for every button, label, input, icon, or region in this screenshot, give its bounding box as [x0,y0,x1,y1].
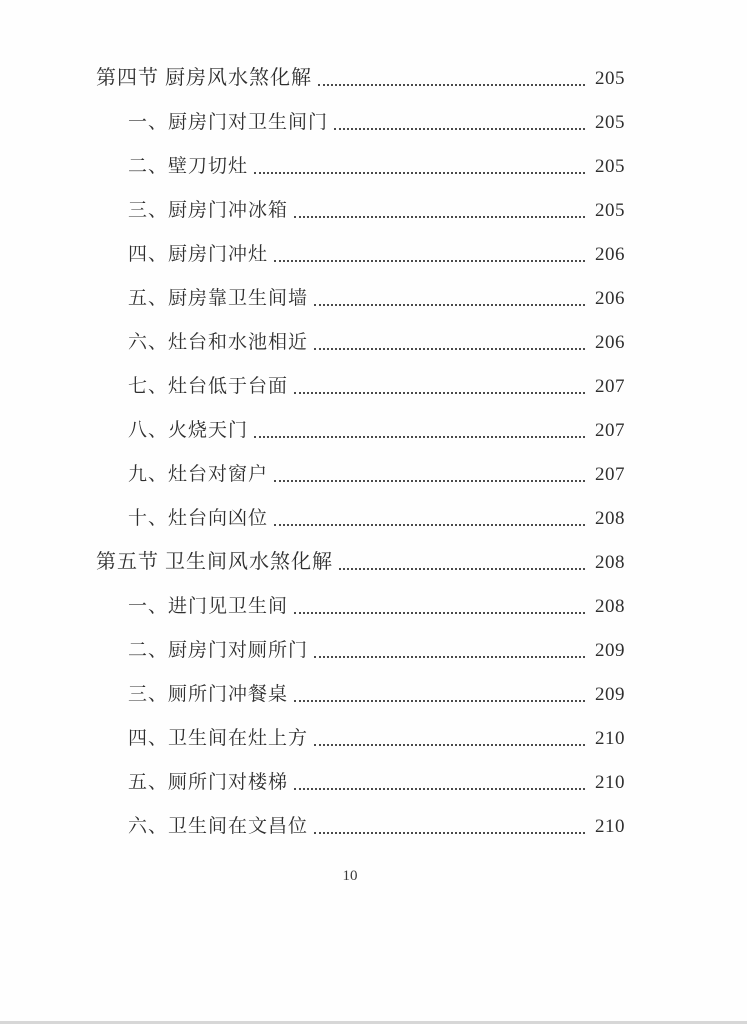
toc-entry-label: 九、灶台对窗户 [128,464,269,485]
dot-leader [318,84,585,86]
toc-entry [0,56,747,100]
toc-entry [0,188,747,232]
toc-entry-page: 207 [595,376,625,397]
dot-leader [274,260,585,262]
toc-entry-page: 210 [595,816,625,837]
toc-entry [0,804,747,848]
toc-entry [0,144,747,188]
toc-entry [0,276,747,320]
toc-entry [0,672,747,716]
toc-entry-page: 206 [595,244,625,265]
toc-entry [0,540,747,584]
toc-entry [0,408,747,452]
toc-entry-page: 207 [595,464,625,485]
dot-leader [294,700,585,702]
dot-leader [294,788,585,790]
toc-entry-label: 第五节 卫生间风水煞化解 [96,551,333,573]
toc-entry-label: 四、卫生间在灶上方 [128,728,309,749]
toc-entry-label: 五、厕所门对楼梯 [128,772,289,793]
toc-entry-page: 205 [595,112,625,133]
dot-leader [339,568,585,570]
dot-leader [274,480,585,482]
toc-entry-page: 205 [595,200,625,221]
toc-entry-label: 六、卫生间在文昌位 [128,816,309,837]
toc-entry-page: 208 [595,596,625,617]
toc-entry-label: 八、火烧天门 [128,420,249,441]
toc-entry [0,452,747,496]
toc-entry-label: 四、厨房门冲灶 [128,244,269,265]
page-number: 10 [342,868,358,884]
toc-entry-page: 205 [595,68,625,89]
toc-entry-label: 一、厨房门对卫生间门 [128,112,329,133]
toc-entry [0,760,747,804]
toc-entry-page: 206 [595,332,625,353]
dot-leader [314,832,585,834]
toc-entry [0,496,747,540]
toc-entry-page: 208 [595,508,625,529]
dot-leader [294,612,585,614]
dot-leader [314,304,585,306]
toc-entry-page: 209 [595,684,625,705]
dot-leader [314,656,585,658]
toc-entry-label: 二、壁刀切灶 [128,156,249,177]
dot-leader [314,348,585,350]
toc-entry [0,716,747,760]
toc-entry-label: 第四节 厨房风水煞化解 [96,67,312,89]
toc-entry-page: 206 [595,288,625,309]
toc-entry-label: 三、厨房门冲冰箱 [128,200,289,221]
toc-entry-page: 207 [595,420,625,441]
toc-entry [0,584,747,628]
dot-leader [254,172,585,174]
toc-entry-page: 208 [595,552,625,573]
toc-entry-label: 十、灶台向凶位 [128,508,269,529]
toc-entry [0,628,747,672]
toc-entry-page: 205 [595,156,625,177]
toc-entry-label: 三、厕所门冲餐桌 [128,684,289,705]
dot-leader [334,128,585,130]
toc-entry-page: 210 [595,772,625,793]
dot-leader [294,216,585,218]
dot-leader [294,392,585,394]
toc-entry-label: 六、灶台和水池相近 [128,332,309,353]
toc-entry-page: 210 [595,728,625,749]
toc-entry-label: 二、厨房门对厕所门 [128,640,309,661]
toc-entry [0,100,747,144]
toc-entry-label: 一、进门见卫生间 [128,596,289,617]
dot-leader [274,524,585,526]
toc-entry [0,320,747,364]
dot-leader [254,436,585,438]
toc-entry-page: 209 [595,640,625,661]
toc-entry-label: 五、厨房靠卫生间墙 [128,288,309,309]
dot-leader [314,744,585,746]
toc-entry-label: 七、灶台低于台面 [128,376,289,397]
toc-entry [0,364,747,408]
toc-entry [0,232,747,276]
